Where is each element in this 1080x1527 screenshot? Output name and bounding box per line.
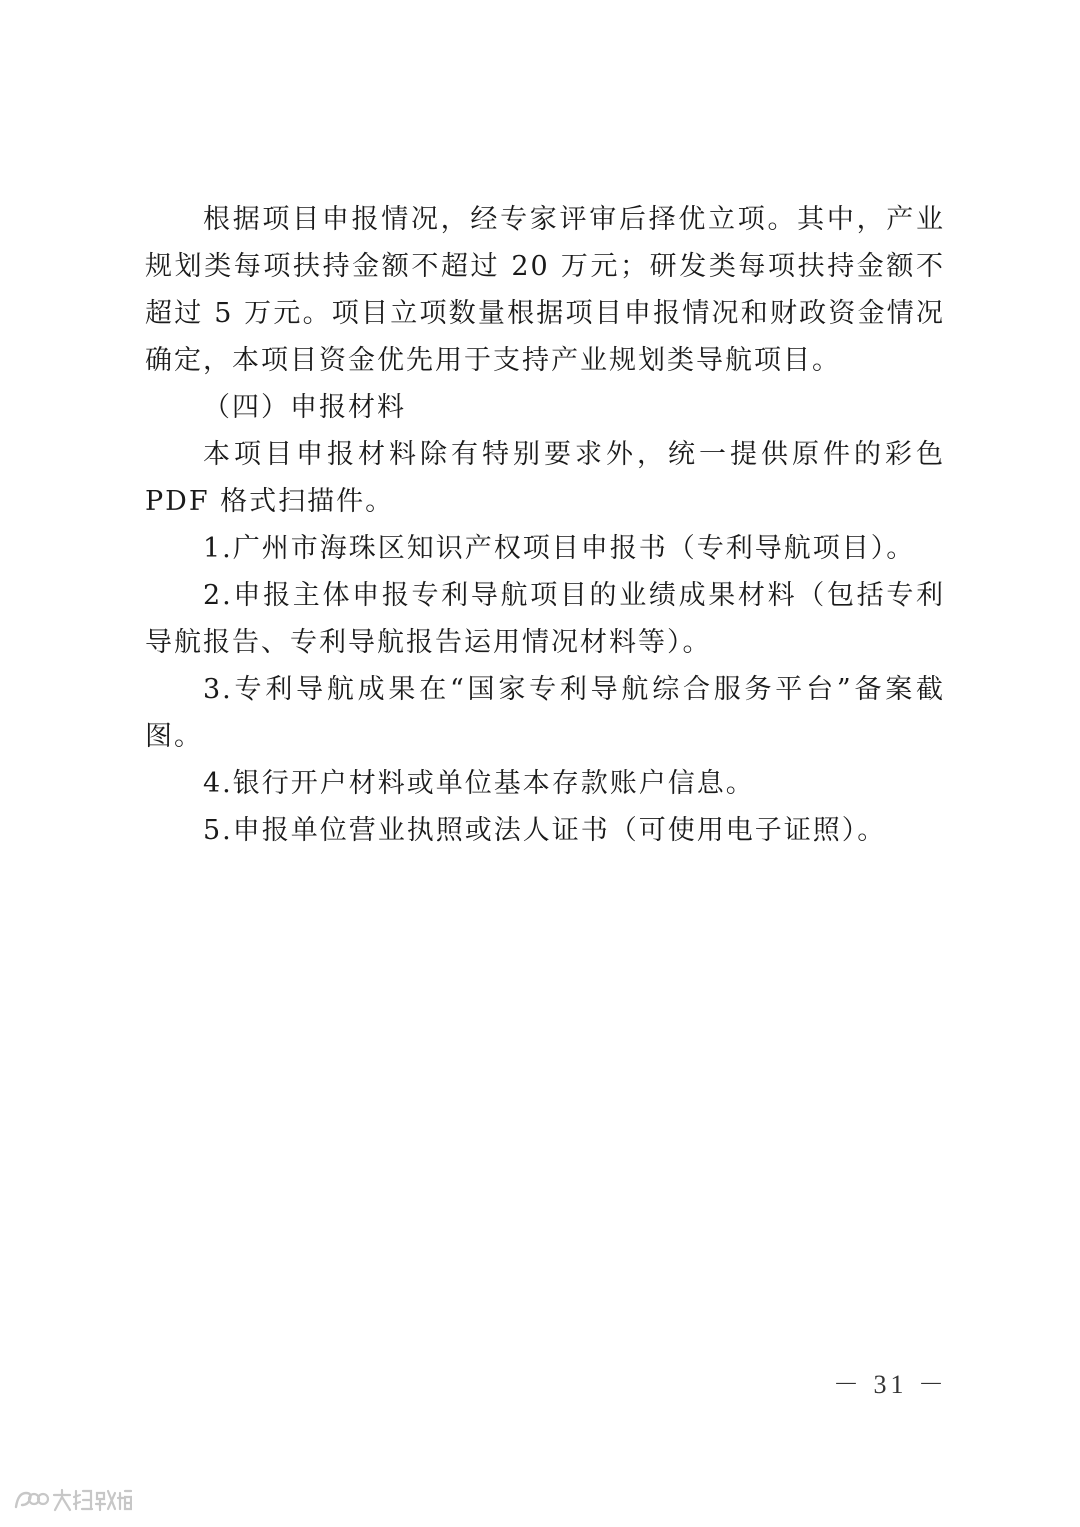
material-item-2: 2.申报主体申报专利导航项目的业绩成果材料（包括专利导航报告、专利导航报告运用情况材料等）。 bbox=[145, 580, 945, 658]
material-item-1: 1.广州市海珠区知识产权项目申报书（专利导航项目）。 bbox=[203, 533, 916, 564]
funding-paragraph: 根据项目申报情况，经专家评审后择优立项。其中，产业规划类每项扶持金额不超过 20 万元；研发类每项扶持金额不超过 5 万元。项目立项数量根据项目申报情况和财政资金情况确定，本项目资金优先用于支持产业规划类导航项目。 bbox=[145, 204, 945, 376]
document-body bbox=[145, 196, 945, 854]
page-number: － 31 － bbox=[832, 1370, 948, 1399]
section-heading: （四）申报材料 bbox=[203, 392, 406, 423]
material-item-5: 5.申报单位营业执照或法人证书（可使用电子证照）。 bbox=[203, 815, 887, 846]
material-item-3: 3.专利导航成果在“国家专利导航综合服务平台”备案截图。 bbox=[145, 674, 945, 752]
watermark bbox=[12, 1485, 132, 1515]
material-item-4: 4.银行开户材料或单位基本存款账户信息。 bbox=[203, 768, 755, 799]
brand-logo-icon bbox=[12, 1485, 132, 1515]
materials-intro: 本项目申报材料除有特别要求外，统一提供原件的彩色 PDF 格式扫描件。 bbox=[145, 439, 945, 517]
